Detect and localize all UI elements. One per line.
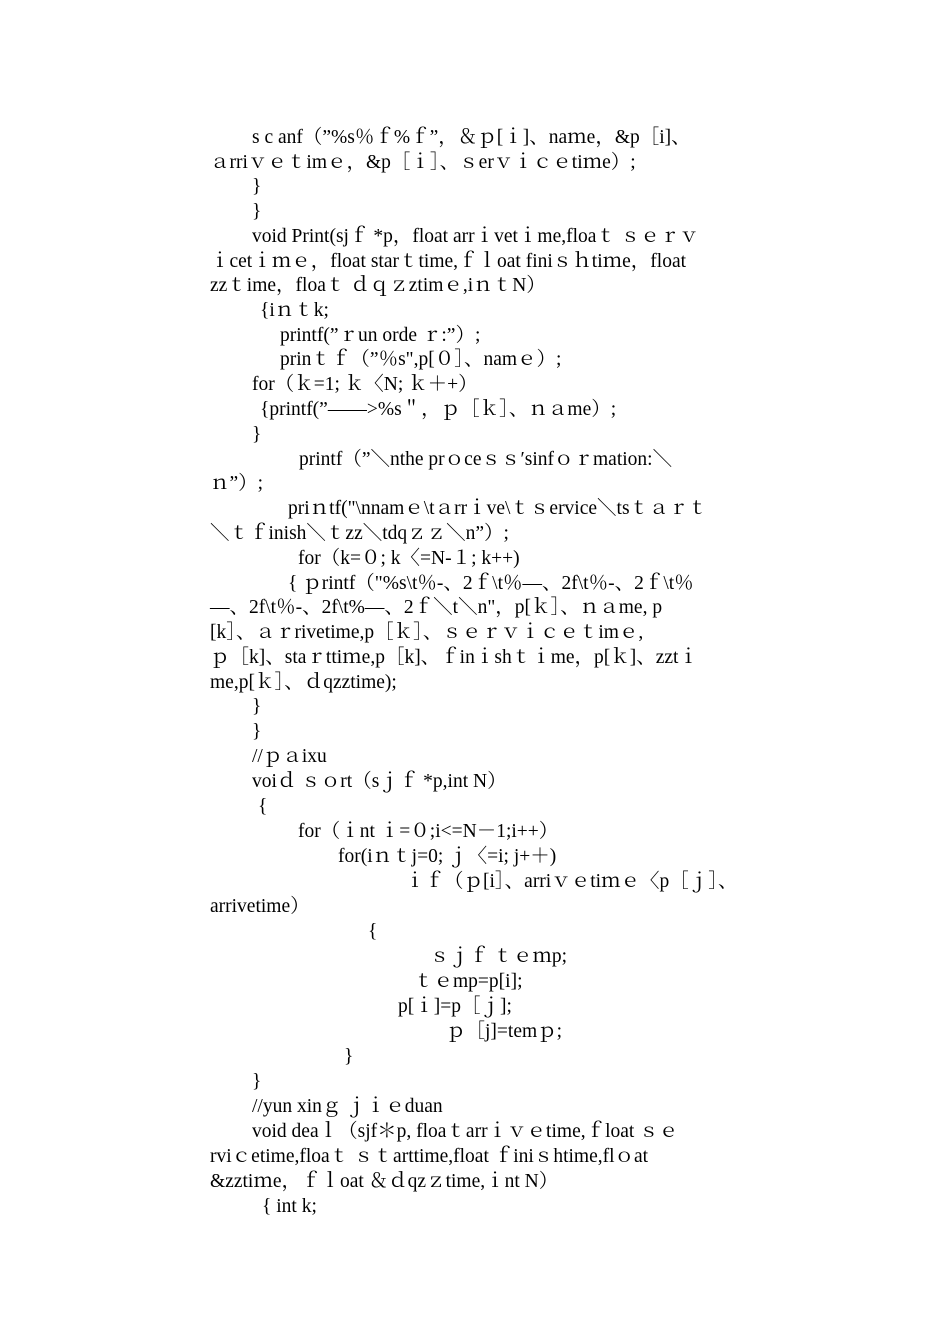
code-line: { int k; (262, 1196, 317, 1217)
code-line: //ｐａixu (252, 746, 327, 767)
code-line: void Print(sjｆ *p，float arrｉvetｉme,floaｔ ｓｅｒｖ (252, 226, 699, 247)
code-line: priｎtf("\nnamｅ\tａrrｉve\ｔｓervice＼tsｔａｒｔ (288, 498, 708, 519)
code-line: for（ｋ=1; ｋ〈N; ｋ＋+） (252, 374, 478, 395)
code-line: for（ｉnt ｉ=０;i<=N－1;i++） (298, 821, 559, 842)
code-line: //yun xinｇ ｊｉｅduan (252, 1096, 443, 1117)
code-line: {printf(”――>%s＂，ｐ［ｋ］、ｎａme）; (260, 399, 617, 420)
code-line: } (252, 696, 262, 717)
code-line: &zztiｍe，ｆｌoat ＆ｄqzｚtime,ｉnt N） (210, 1171, 559, 1192)
code-line: void deaｌ（sjf＊p, floaｔarrｉｖｅtime,ｆloat ｓｅ (252, 1121, 679, 1142)
code-line: ａrriｖｅｔimｅ，&p［ｉ］、ｓerｖｉｃｅtiｍe）; (210, 152, 636, 173)
code-line: { (258, 796, 268, 817)
code-line: s c anf（”%s％ｆ%ｆ”，＆ｐ[ｉ]、naｍe，&p［i]、 (252, 127, 691, 148)
code-line: ｐ［j]=temｐ; (446, 1021, 563, 1042)
code-line: for（k=０; k〈=N-１; k++) (298, 548, 520, 569)
code-line: ｓｊｆ ｔｅｍp; (430, 946, 568, 967)
code-line: zzｔime，floaｔ ｄｑｚztimｅ,iｎｔN） (210, 275, 546, 296)
code-line: { (368, 921, 378, 942)
code-line: [k］、ａｒrivetime,p［ｋ］、ｓｅｒｖｉｃｅｔimｅ, (210, 622, 644, 643)
code-line: ｔｅmp=p[i]; (414, 971, 523, 992)
code-line: ｐ［k]、staｒttiｍe,p［k]、ｆinｉshｔｉme，p[ｋ]、zztｉ (210, 647, 698, 668)
code-line: } (252, 721, 262, 742)
code-line: for(iｎｔj=0; ｊ〈=i; j+＋) (338, 846, 557, 867)
code-line: } (252, 424, 262, 445)
code-line: } (252, 201, 262, 222)
code-line: } (252, 176, 262, 197)
code-line: ｎ”）; (210, 473, 264, 494)
code-line: } (344, 1046, 354, 1067)
code-line: rviｃetime,floaｔ ｓｔarttime,float ｆiniｓhtime,flｏat (210, 1146, 649, 1167)
code-line: ｉｆ（ｐ[i］、arriｖｅtiｍｅ〈p［ｊ］、 (405, 871, 738, 892)
code-line: printf（”＼nthe prｏceｓｓ′sinfｏｒmation:＼ (299, 449, 673, 470)
code-line: me,p[ｋ］、ｄqzztime); (210, 672, 397, 693)
code-line: printf(”ｒun orde ｒ:”）; (280, 325, 481, 346)
code-line: prinｔｆ（”％s",p[０］、namｅ）; (280, 349, 562, 370)
code-line: arrivetime） (210, 896, 310, 917)
code-line: —、2f\t％-、2f\t%—、2ｆ＼t＼n"，p[ｋ］、ｎａme, p (210, 597, 663, 618)
code-line: { ｐrintf（"%s\t％-、2ｆ\t％—、2f\t％-、2ｆ\t％ (288, 573, 694, 594)
code-line: p[ｉ]=p［ｊ]; (398, 996, 512, 1017)
code-line: voiｄ ｓｏrt（sｊｆ *p,int N） (252, 771, 507, 792)
code-line: ＼ｔｆinish＼ｔzz＼tdqｚｚ＼n”）; (210, 523, 509, 544)
code-line: {iｎｔk; (260, 300, 329, 321)
code-line: } (252, 1071, 262, 1092)
code-line: ｉcetｉｍｅ，float starｔtime,ｆｌoat finiｓｈtiｍe，float (210, 251, 687, 272)
